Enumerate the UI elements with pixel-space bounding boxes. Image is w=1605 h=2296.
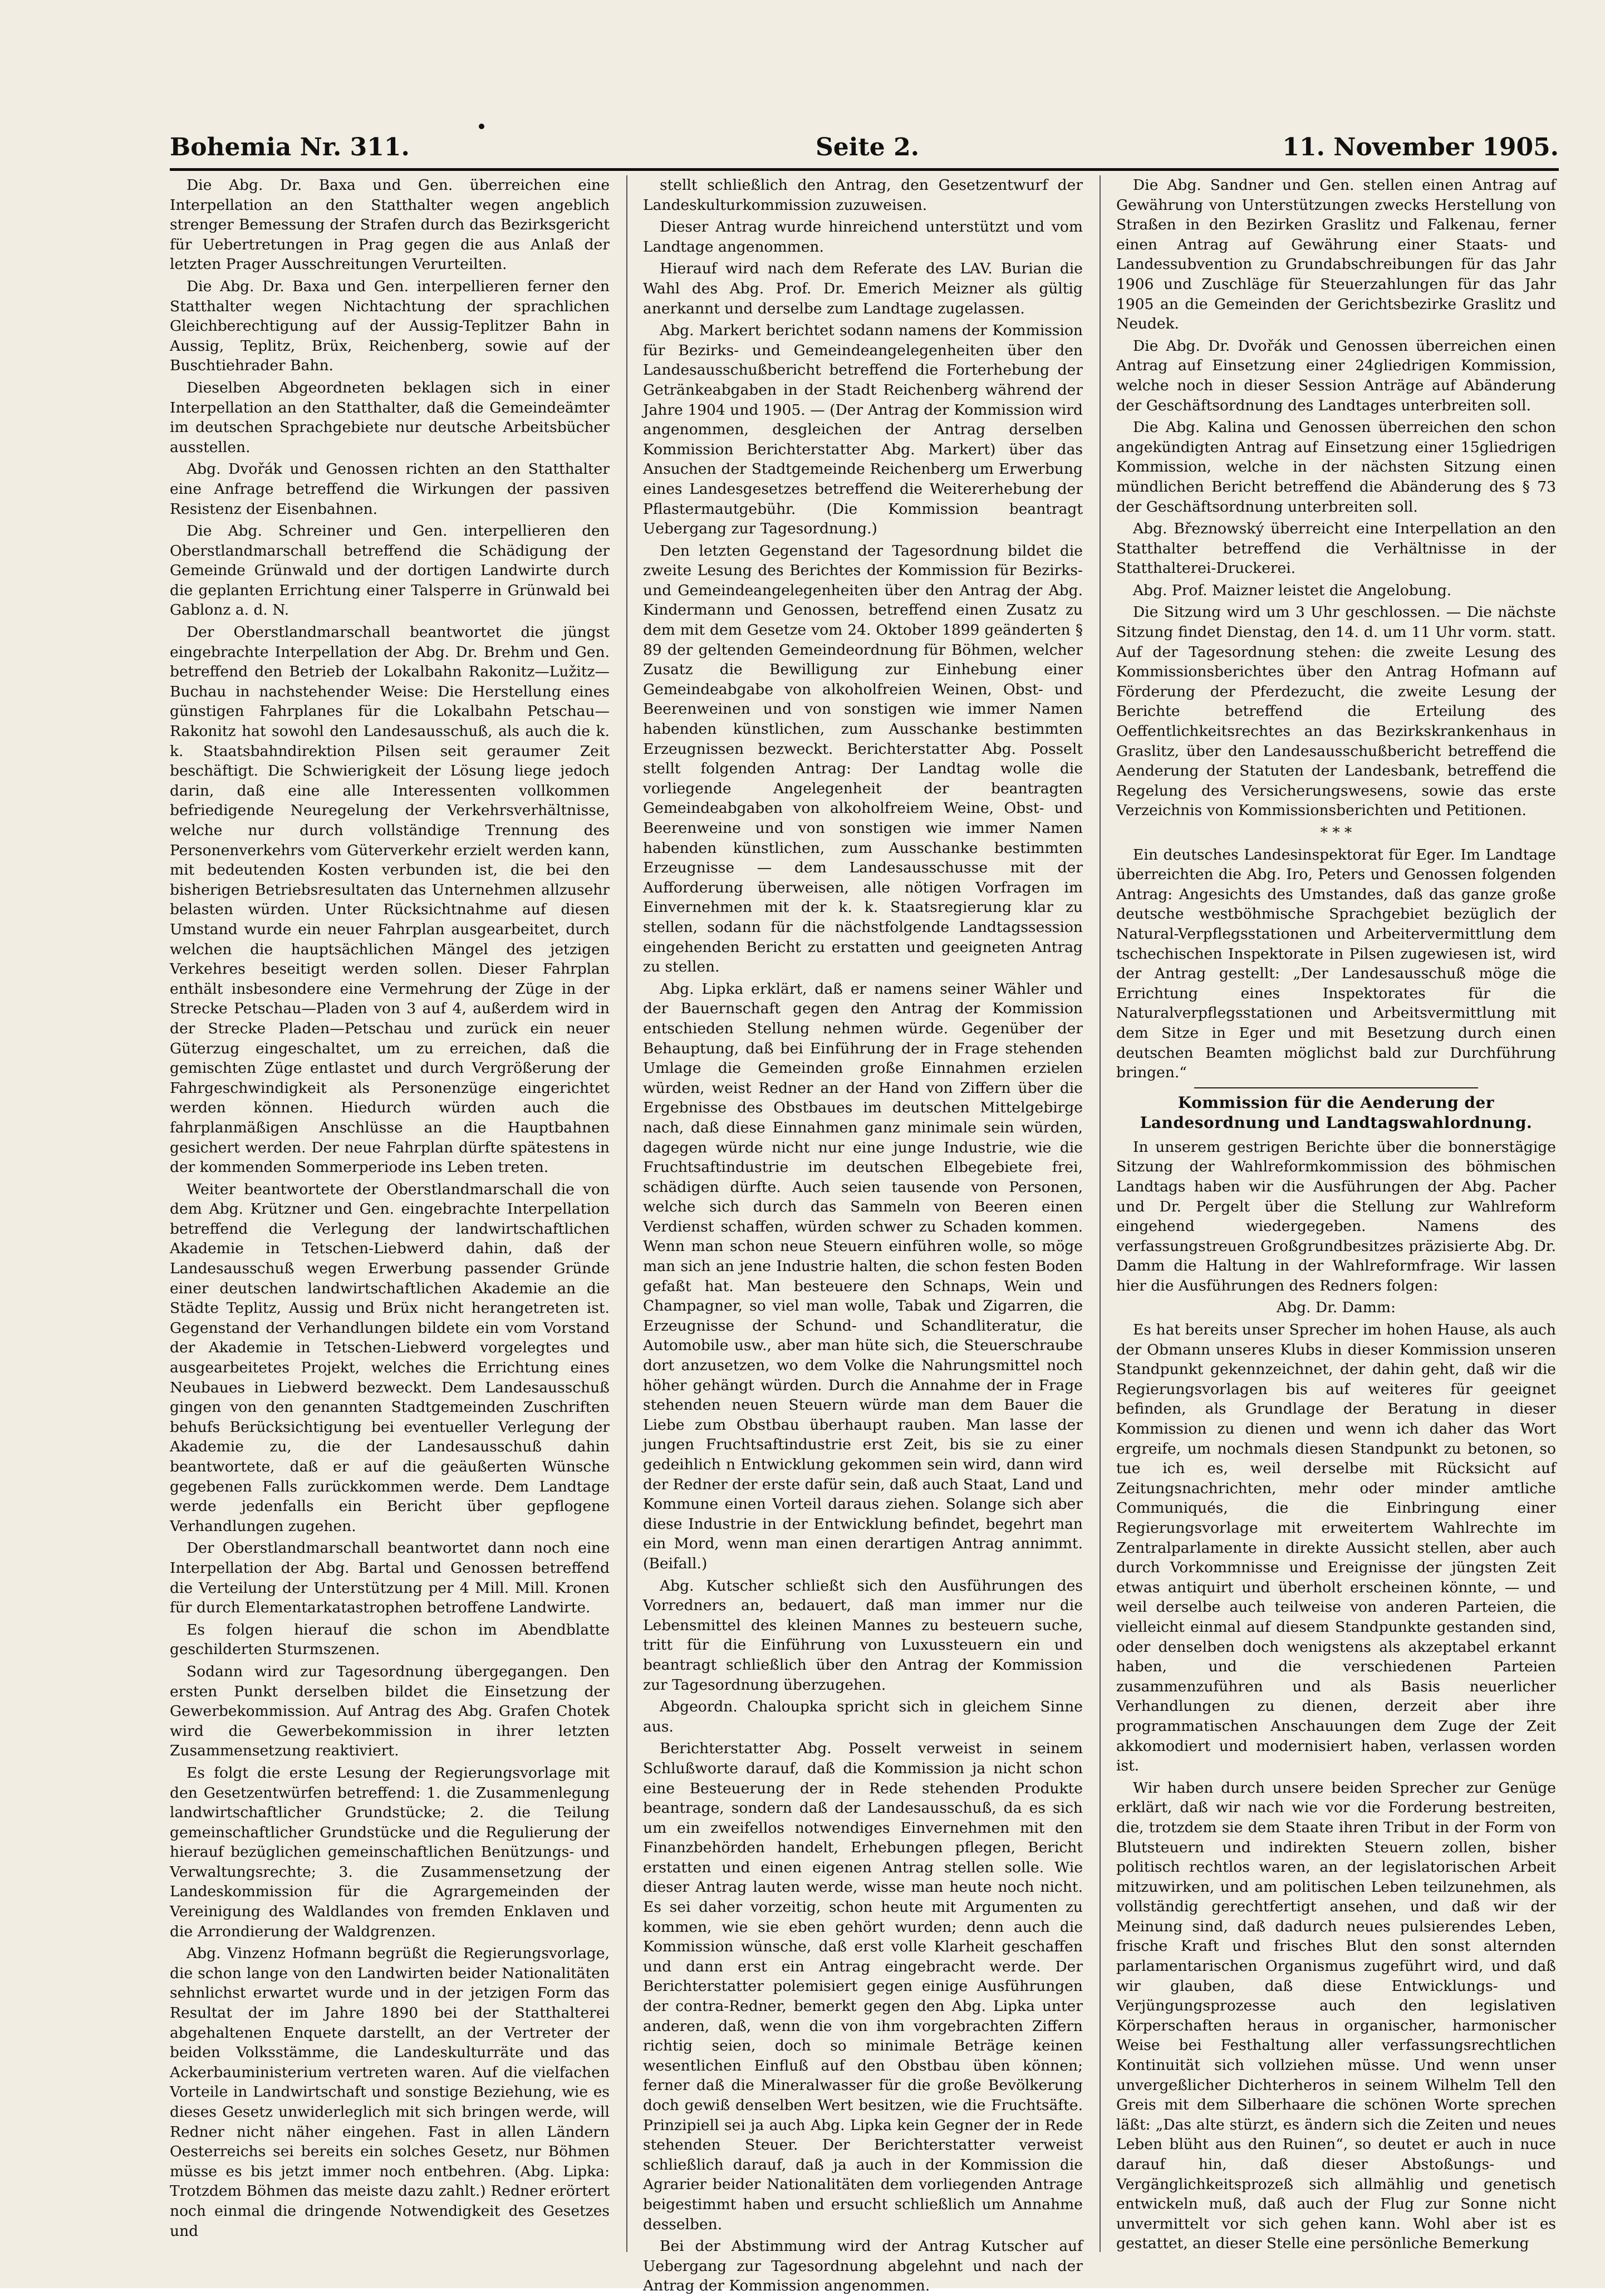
paragraph: Die Abg. Kalina und Genossen überreichen den schon angekündigten Antrag auf Einsetzung einer 15gliedrigen Kommission, welche in der nächsten Sitzung einen mündlichen Bericht betreffend die Abänderung des § 73 der Geschäftsordnung unterbreiten soll.: [1116, 419, 1556, 516]
paragraph: Abg. Kutscher schließt sich den Ausführungen des Vorredners an, bedauert, daß man immer nur die Lebensmittel des kleinen Mannes zu besteuern suche, tritt für die Einführung von Luxussteuern ein und beantragt schließlich über den Antrag der Kommission zur Tagesordnung überzugehen.: [643, 1577, 1083, 1694]
paragraph: Die Abg. Sandner und Gen. stellen einen Antrag auf Gewährung von Unterstützungen zwecks Herstellung von Straßen in den Bezirken Graslitz und Falkenau, ferner einen Antrag auf Gewährung einer Staats- und Landessubvention zu Grundabschreibungen für das Jahr 1906 und Zuschläge für Steuerzahlungen für das Jahr 1905 an die Gemeinden der Gerichtsbezirke Graslitz und Neudek.: [1116, 176, 1556, 333]
paragraph: Der Oberstlandmarschall beantwortet die jüngst eingebrachte Interpellation der Abg. Dr. Brehm und Gen. betreffend den Betrieb der Lokalbahn Rakonitz—Lužitz—Buchau in nachstehender Weise: Die Herstellung eines günstigen Fahrplanes für die Lokalbahn Petschau—Rakonitz hat sowohl den Landesausschuß, als auch die k. k. Staatsbahndirektion Pilsen seit geraumer Zeit beschäftigt. Die Schwierigkeit der Lösung liege jedoch darin, daß eine alle Interessenten vollkommen befriedigende Neuregelung der Verkehrsverhältnisse, welche nur durch vollständige Trennung des Personenverkehrs vom Güterverkehr erzielt werden kann, mit bedeutenden Kosten verbunden ist, die bei den bisherigen Betriebsresultaten das Unternehmen allzusehr belasten würden. Unter Rücksichtnahme auf diesen Umstand wurde ein neuer Fahrplan ausgearbeitet, durch welchen die hauptsächlichen Mängel des jetzigen Verkehres beseitigt werden sollen. Dieser Fahrplan enthält insbesondere eine Vermehrung der Züge in der Strecke Petschau—Pladen von 3 auf 4, außerdem wird in der Strecke Pladen—Petschau und zurück ein neuer Güterzug eingeschaltet, um zu erreichen, daß die gemischten Züge entlastet und durch Vergrößerung der Fahrgeschwindigkeit als Personenzüge eingerichtet werden können. Hiedurch würden auch die fahrplanmäßigen Anschlüsse an die Hauptbahnen gesichert werden. Der neue Fahrplan dürfte spätestens in der kommenden Sommerperiode ins Leben treten.: [170, 624, 610, 1176]
column-divider: [1100, 175, 1101, 2252]
page-number: Seite 2.: [816, 133, 920, 161]
section-heading: Kommission für die Aenderung der Landesordnung und Landtagswahlordnung.: [1140, 1093, 1533, 1132]
paragraph: Dieser Antrag wurde hinreichend unterstützt und vom Landtage angenommen.: [643, 218, 1083, 256]
text-column-right: [1116, 175, 1556, 2258]
paragraph: Abg. Prof. Maizner leistet die Angelobung.: [1133, 581, 1452, 599]
paragraph: Sodann wird zur Tagesordnung übergegangen. Den ersten Punkt derselben bildet die Einsetzung der Gewerbekommission. Auf Antrag des Abg. Grafen Chotek wird die Gewerbekommission in ihrer letzten Zusammensetzung reaktiviert.: [170, 1662, 610, 1760]
page-header: [170, 131, 1559, 164]
paragraph: Abg. Lipka erklärt, daß er namens seiner Wähler und der Bauernschaft gegen den Antrag der Kommission entschieden Stellung nehmen würde. Gegenüber der Behauptung, daß bei Einführung der in Frage stehenden Umlage die Gemeinden große Einnahmen erzielen würden, weist Redner an der Hand von Ziffern über die Ergebnisse des Obstbaues im deutschen Mittelgebirge nach, daß diese Einnahmen ganz minimale sein würden, dagegen würde nicht nur eine junge Industrie, wie die Fruchtsaftindustrie im deutschen Elbegebiete frei, schädigen dürfte. Auch seien tausende von Personen, welche sich durch das Sammeln von Beeren einen Verdienst schaffen, würden schwer zu Schaden kommen. Wenn man schon neue Steuern einführen wolle, so möge man sich an jene Industrie halten, die schon festen Boden gefaßt hat. Man besteuere den Schnaps, Wein und Champagner, so viel man wolle, Tabak und Zigarren, die Erzeugnisse der Schund- und Schandliteratur, die Automobile usw., aber man hüte sich, die Steuerschraube dort anzusetzen, wo dem Volke die Nahrungsmittel noch höher gehängt würden. Durch die Annahme der in Frage stehenden neuen Steuern würde man dem Bauer die Liebe zum Obstbau überhaupt rauben. Man lasse der jungen Fruchtsaftindustrie erst Zeit, bis sie zu einer gedeihlich n Entwicklung gekommen sein wird, dann wird der Redner der erste dafür sein, daß auch Staat, Land und Kommune einen Vorteil daraus ziehen. Solange sich aber diese Industrie in der Entwicklung befindet, begehrt man ein Mord, wenn man einen derartigen Antrag annimmt. (Beifall.): [643, 980, 1083, 1572]
paragraph: Es folgen hierauf die schon im Abendblatte geschilderten Sturmszenen.: [170, 1621, 610, 1659]
header-rule: [170, 168, 1559, 171]
paragraph: Abg. Markert berichtet sodann namens der Kommission für Bezirks- und Gemeindeangelegenheiten über den Landesausschußbericht betreffend die Forterhebung der Getränkeabgaben in der Stadt Reichenberg während der Jahre 1904 und 1905. — (Der Antrag der Kommission wird angenommen, desgleichen der Antrag derselben Kommission Berichterstatter Abg. Markert) über das Ansuchen der Stadtgemeinde Reichenberg um Erwerbung eines Landesgesetzes betreffend die Weitererhebung der Pflastermautgebühr. (Die Kommission beantragt Uebergang zur Tagesordnung.): [643, 322, 1083, 538]
paragraph: Die Abg. Dr. Baxa und Gen. interpellieren ferner den Statthalter wegen Nichtachtung der sprachlichen Gleichberechtigung auf der Aussig-Teplitzer Bahn in Aussig, Teplitz, Brüx, Reichenberg, sowie auf der Buschtiehrader Bahn.: [170, 277, 610, 375]
paragraph: Es hat bereits unser Sprecher im hohen Hause, als auch der Obmann unseres Klubs in dieser Kommission unseren Standpunkt gekennzeichnet, der dahin geht, daß wir die Regierungsvorlagen bis auf weiteres für geeignet befinden, als Grundlage der Beratung in dieser Kommission zu dienen und wenn ich daher das Wort ergreife, um nochmals diesen Standpunkt zu betonen, so tue ich es, weil derselbe mit Rücksicht auf Zeitungsnachrichten, mehr oder minder amtliche Communiqués, die die Einbringung einer Regierungsvorlage mit erweitertem Wahlrechte im Zentralparlamente in direkte Aussicht stellen, aber auch durch Vorkommnisse und Ereignisse der jüngsten Zeit etwas antiquirt und überholt erscheinen könnte, — und weil derselbe auch teilweise von anderen Parteien, die vielleicht einmal auf diesem Standpunkte gestanden sind, oder denselben doch wenigstens als akzeptabel erkannt haben, und die verschiedenen Parteien zusammenzuführen und als Basis neuerlicher Verhandlungen zu dienen, derzeit aber ihre programmatischen Anschauungen dem Zuge der Zeit akkomodiert und modernisiert haben, verlassen worden ist.: [1116, 1321, 1556, 1775]
paragraph: Weiter beantwortete der Oberstlandmarschall die von dem Abg. Krützner und Gen. eingebrachte Interpellation betreffend die Verlegung der landwirtschaftlichen Akademie in Tetschen-Liebwerd dahin, daß der Landesausschuß wegen Erwerbung passender Gründe einer deutschen landwirtschaftlichen Akademie an die Städte Teplitz, Aussig und Brüx nicht herangetreten ist. Gegenstand der Verhandlungen bildete ein vom Vorstand der Akademie in Tetschen-Liebwerd vorgelegtes und ausgearbeitetes Projekt, welches die Errichtung eines Neubaues in Liebwerd bezweckt. Dem Landesausschuß gingen von den genannten Stadtgemeinden Zuschriften behufs Berücksichtigung bei eventueller Verlegung der Akademie zu, die der Landesausschuß dahin beantwortete, daß er auf die geäußerten Wünsche gegebenen Falls zurückkommen werde. Dem Landtage werde jedenfalls ein Bericht über gepflogene Verhandlungen zugehen.: [170, 1180, 610, 1535]
text-column-middle: [643, 175, 1083, 2295]
paragraph: Die Sitzung wird um 3 Uhr geschlossen. — Die nächste Sitzung findet Dienstag, den 14. d. um 11 Uhr vorm. statt. Auf der Tagesordnung stehen: die zweite Lesung des Kommissionsberichtes über den Antrag Hofmann auf Förderung der Pferdezucht, die zweite Lesung der Berichte betreffend die Erteilung des Oeffentlichkeitsrechtes an das Bezirkskrankenhaus in Graslitz, über den Landesausschußbericht betreffend die Aenderung der Statuten der Landesbank, betreffend die Regelung des Versicherungswesens, sowie das erste Verzeichnis von Kommissionsberichten und Petitionen.: [1116, 604, 1556, 820]
paragraph: Hierauf wird nach dem Referate des LAV. Burian die Wahl des Abg. Prof. Dr. Emerich Meizner als gültig anerkannt und derselbe zum Landtage zugelassen.: [643, 260, 1083, 317]
paragraph: stellt schließlich den Antrag, den Gesetzentwurf der Landeskulturkommission zuzuweisen.: [643, 176, 1083, 214]
paragraph: In unserem gestrigen Berichte über die bonnerstägige Sitzung der Wahlreformkommission des böhmischen Landtags haben wir die Ausführungen der Abg. Pacher und Dr. Pergelt über die Stellung zur Wahlreform eingehend wiedergegeben. Namens des verfassungstreuen Großgrundbesitzes präzisierte Abg. Dr. Damm die Haltung in der Wahlreformfrage. Wir lassen hier die Ausführungen des Redners folgen:: [1116, 1138, 1556, 1294]
paragraph: Bei der Abstimmung wird der Antrag Kutscher auf Uebergang zur Tagesordnung abgelehnt und nach der Antrag der Kommission angenommen.: [643, 2238, 1083, 2295]
publication-issue: Bohemia Nr. 311.: [170, 133, 410, 161]
paragraph: Abgeordn. Chaloupka spricht sich in gleichem Sinne aus.: [643, 1698, 1083, 1735]
paragraph: Berichterstatter Abg. Posselt verweist in seinem Schlußworte darauf, daß die Kommission ja nicht schon eine Besteuerung der in Rede stehenden Produkte beantrage, sondern daß der Landesausschuß, da es sich um ein zweifellos notwendiges Einvernehmen mit den Finanzbehörden handelt, Erhebungen pflegen, Bericht erstatten und einen eigenen Antrag stellen solle. Wie dieser Antrag lauten werde, wisse man heute noch nicht. Es sei daher vorzeitig, schon heute mit Argumenten zu kommen, wie sie eben gehört wurden; denn auch die Kommission wünsche, daß erst volle Klarheit geschaffen und dann erst ein Antrag eingebracht werde. Der Berichterstatter polemisiert gegen einige Ausführungen der contra-Redner, bemerkt gegen den Abg. Lipka unter anderen, daß, wenn die von ihm vorgebrachten Ziffern richtig seien, doch so minimale Beträge keinen wesentlichen Einfluß auf den Obstbau üben können; ferner daß die Mineralwasser für die große Bevölkerung doch gewiß denselben Wert besitzen, wie die Fruchtsäfte. Prinzipiell sei ja auch Abg. Lipka kein Gegner der in Rede stehenden Steuer. Der Berichterstatter verweist schließlich darauf, daß ja auch in der Kommission die Agrarier beider Nationalitäten dem vorliegenden Antrage beigestimmt haben und ersucht schließlich um Annahme desselben.: [643, 1740, 1083, 2233]
paragraph: Die Abg. Dr. Baxa und Gen. überreichen eine Interpellation an den Statthalter wegen angeblich strenger Bemessung der Strafen durch das Bezirksgericht für Uebertretungen in Prag gegen die aus Anlaß der letzten Prager Ausschreitungen Verurteilten.: [170, 176, 610, 273]
publication-date: 11. November 1905.: [1282, 133, 1559, 161]
paragraph: Den letzten Gegenstand der Tagesordnung bildet die zweite Lesung des Berichtes der Kommission für Bezirks- und Gemeindeangelegenheiten über den Antrag der Abg. Kindermann und Genossen, betreffend einen Zusatz zu dem mit dem Gesetze vom 24. Oktober 1899 geänderten § 89 der geltenden Gemeindeordnung für Böhmen, welcher Zusatz die Bewilligung zur Einhebung einer Gemeindeabgabe von alkoholfreien Weinen, Obst- und Beerenweinen und von sonstigen wie immer Namen habenden künstlichen, zum Ausschanke bestimmten Erzeugnissen bezweckt. Berichterstatter Abg. Posselt stellt folgenden Antrag: Der Landtag wolle die vorliegende Angelegenheit der beantragten Gemeindeabgaben von alkoholfreiem Weine, Obst- und Beerenweine und von sonstigen wie immer Namen habenden künstlichen, zum Ausschanke bestimmten Erzeugnisse — dem Landesausschusse mit der Aufforderung überweisen, alle nötigen Vorfragen im Einvernehmen mit der k. k. Staatsregierung klar zu stellen, sodann für die nächstfolgende Landtagssession eingehenden Bericht zu erstatten und geeigneten Antrag zu stellen.: [643, 542, 1083, 976]
ink-speck: [479, 124, 484, 129]
paragraph: Abg. Březnowský überreicht eine Interpellation an den Statthalter betreffend die Verhältnisse in der Statthalterei-Druckerei.: [1116, 520, 1556, 577]
paragraph: Abg. Dvořák und Genossen richten an den Statthalter eine Anfrage betreffend die Wirkungen der passiven Resistenz der Eisenbahnen.: [170, 460, 610, 518]
paragraph: Ein deutsches Landesinspektorat für Eger. Im Landtage überreichten die Abg. Iro, Peters und Genossen folgenden Antrag: Angesichts des Umstandes, daß das ganze große deutsche westböhmische Sprachgebiet bezüglich der Natural-Verpflegsstationen und Arbeitervermittlung dem tschechischen Inspektorate in Pilsen zugewiesen ist, wird der Antrag gestellt: „Der Landesausschuß möge die Errichtung eines Inspektorates für die Naturalverpflegsstationen und Arbeitsvermittlung mit dem Sitze in Eger und mit Besetzung durch einen deutschen Beamten möglichst bald zur Durchführung bringen.“: [1116, 846, 1556, 1082]
paragraph: Wir haben durch unsere beiden Sprecher zur Genüge erklärt, daß wir nach wie vor die Forderung bestreiten, die, trotzdem sie dem Staate ihren Tribut in der Form von Blutsteuern und indirekten Steuern zollen, bisher politisch rechtlos waren, an der legislatorischen Arbeit mitzuwirken, und am politischen Leben teilzunehmen, als vollständig gerechtfertigt ansehen, und daß wir der Meinung sind, daß dadurch neues pulsierendes Leben, frische Kraft und frisches Blut den sonst alternden parlamentarischen Organismus zugeführt wird, und daß wir glauben, daß diese Entwicklungs- und Verjüngungsprozesse auch den legislativen Körperschaften heraus in organischer, harmonischer Weise bei Festhaltung aller verfassungsrechtlichen Kontinuität sich vollziehen müsse. Und wenn unser unvergeßlicher Dichterheros in seinem Wilhelm Tell den Greis mit dem Silberhaare die schönen Worte sprechen läßt: „Das alte stürzt, es ändern sich die Zeiten und neues Leben blüht aus den Ruinen“, so deutet er auch in nuce darauf hin, daß dieser Abstoßungs- und Vergänglichkeitsprozeß sich allmählig und genetisch entwickeln muß, daß auch der Flug zur Sonne nicht unvermittelt vor sich gehen kann. Wohl aber ist es gestattet, an dieser Stelle eine persönliche Bemerkung: [1116, 1779, 1556, 2253]
section-rule: [1194, 1087, 1478, 1088]
paragraph: Die Abg. Dr. Dvořák und Genossen überreichen einen Antrag auf Einsetzung einer 24gliedrigen Kommission, welche noch in dieser Session Anträge auf Abänderung der Geschäftsordnung des Landtages unterbreiten soll.: [1116, 337, 1556, 414]
speaker-label: Abg. Dr. Damm:: [1277, 1299, 1396, 1317]
section-separator: * * *: [1320, 824, 1352, 841]
paragraph: Dieselben Abgeordneten beklagen sich in einer Interpellation an den Statthalter, daß die Gemeindeämter im deutschen Sprachgebiete nur deutsche Arbeitsbücher ausstellen.: [170, 379, 610, 456]
paragraph: Abg. Vinzenz Hofmann begrüßt die Regierungsvorlage, die schon lange von den Landwirten beider Nationalitäten sehnlichst erwartet wurde und in der jetzigen Form das Resultat der im Jahre 1890 bei der Statthalterei abgehaltenen Enquete darstellt, an der Vertreter der beiden Volksstämme, die Landeskulturräte und das Ackerbauministerium vertreten waren. Auf die vielfachen Vorteile in Landwirtschaft und sonstige Beziehung, wie es dieses Gesetz unwiderleglich mit sich bringen werde, will Redner nicht näher eingehen. Fast in allen Ländern Oesterreichs sei bereits ein solches Gesetz, nur Böhmen müsse es bis jetzt immer noch entbehren. (Abg. Lipka: Trotzdem Böhmen das meiste dazu zahlt.) Redner erörtert noch einmal die dringende Notwendigkeit des Gesetzes und: [170, 1945, 610, 2240]
text-column-left: [170, 175, 610, 2258]
paragraph: Der Oberstlandmarschall beantwortet dann noch eine Interpellation der Abg. Bartal und Genossen betreffend die Verteilung der Unterstützung per 4 Mill. Mill. Kronen für durch Elementarkatastrophen betroffene Landwirte.: [170, 1539, 610, 1617]
paragraph: Die Abg. Schreiner und Gen. interpellieren den Oberstlandmarschall betreffend die Schädigung der Gemeinde Grünwald und der dortigen Landwirte durch die geplanten Errichtung einer Talsperre in Grünwald bei Gablonz a. d. N.: [170, 522, 610, 619]
column-divider: [626, 175, 627, 2252]
paragraph: Es folgt die erste Lesung der Regierungsvorlage mit den Gesetzentwürfen betreffend: 1. die Zusammenlegung landwirtschaftlicher Grundstücke; 2. die Teilung gemeinschaftlicher Grundstücke und die Regulierung der hierauf bezüglichen gemeinschaftlichen Benützungs- und Verwaltungsrechte; 3. die Zusammensetzung der Landeskommission für die Agrargemeinden der Vereinigung des Waldlandes von fremden Enklaven und die Arrondierung der Waldgrenzen.: [170, 1764, 610, 1940]
